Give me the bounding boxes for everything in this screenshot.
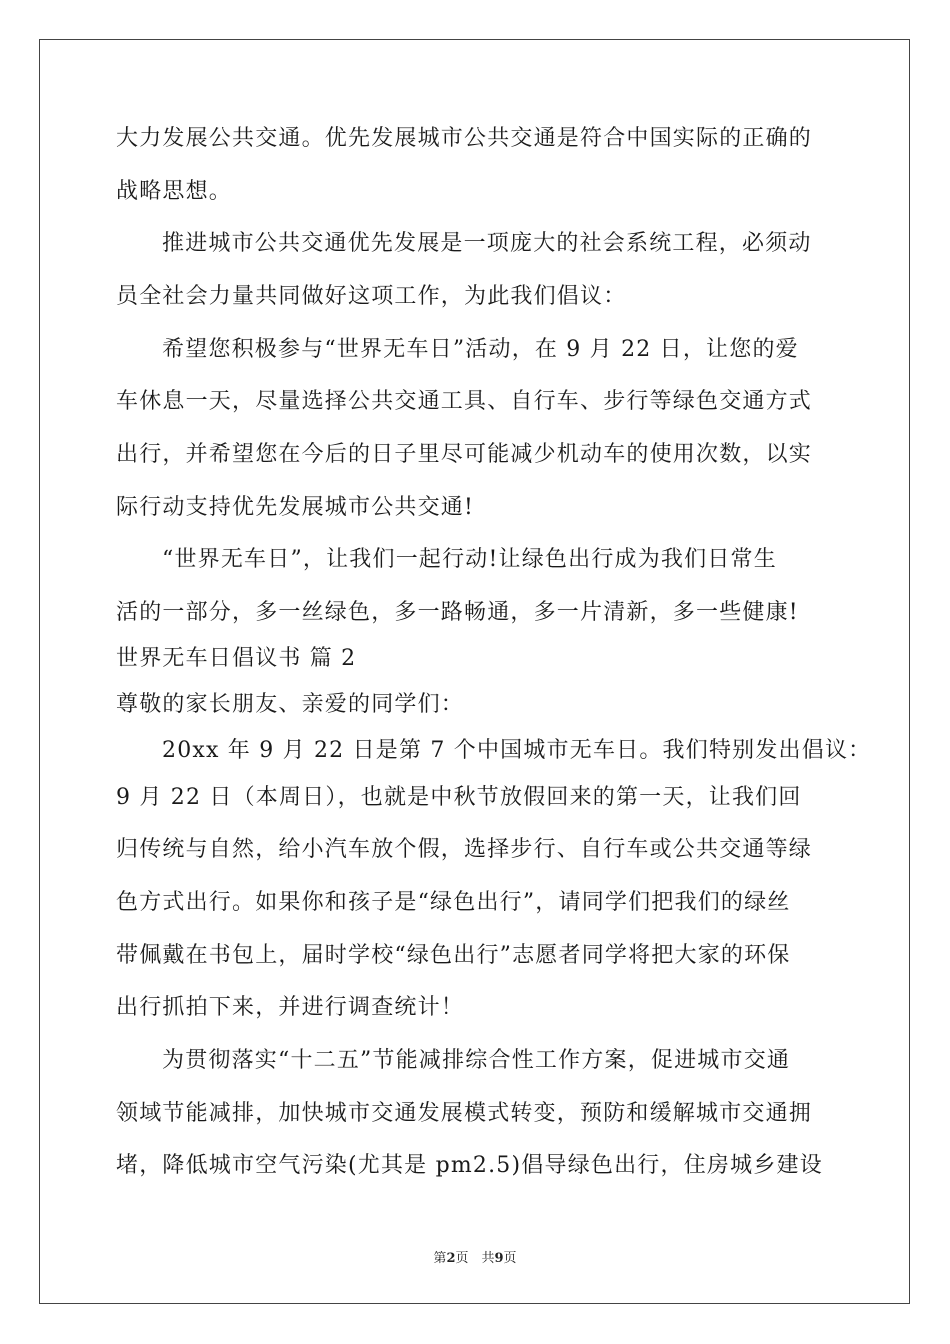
- paragraph-start-line: 为贯彻落实“十二五”节能减排综合性工作方案，促进城市交通: [162, 1048, 791, 1073]
- salutation: 尊敬的家长朋友、亲爱的同学们：: [116, 692, 465, 717]
- page-footer: [0, 1247, 950, 1266]
- text-line: 车休息一天，尽量选择公共交通工具、自行车、步行等绿色交通方式: [116, 389, 813, 414]
- paragraph-start-line: 希望您积极参与“世界无车日”活动，在 9 月 22 日，让您的爱: [162, 337, 799, 362]
- footer-total-pages: 9: [494, 1251, 504, 1266]
- paragraph-start-line: “世界无车日”，让我们一起行动!让绿色出行成为我们日常生: [162, 547, 777, 572]
- text-line: 员全社会力量共同做好这项工作，为此我们倡议：: [116, 284, 627, 309]
- footer-page-prefix: 第: [433, 1251, 447, 1266]
- footer-page-number: 2: [446, 1251, 456, 1266]
- text-line: 大力发展公共交通。优先发展城市公共交通是符合中国实际的正确的: [116, 126, 813, 151]
- text-line: 战略思想。: [116, 179, 233, 204]
- text-line: 堵，降低城市空气污染(尤其是 pm2.5)倡导绿色出行，住房城乡建设: [116, 1153, 823, 1178]
- footer-page-suffix: 页: [503, 1251, 517, 1266]
- text-line: 带佩戴在书包上，届时学校“绿色出行”志愿者同学将把大家的环保: [116, 943, 791, 968]
- text-line: 色方式出行。如果你和孩子是“绿色出行”，请同学们把我们的绿丝: [116, 890, 791, 915]
- text-line: 9 月 22 日（本周日），也就是中秋节放假回来的第一天，让我们回: [116, 785, 802, 810]
- text-line: 归传统与自然，给小汽车放个假，选择步行、自行车或公共交通等绿: [116, 837, 813, 862]
- paragraph-start-line: 20xx 年 9 月 22 日是第 7 个中国城市无车日。我们特别发出倡议：: [162, 738, 872, 763]
- section-heading: 世界无车日倡议书 篇 2: [116, 646, 357, 671]
- text-line: 出行，并希望您在今后的日子里尽可能减少机动车的使用次数，以实: [116, 442, 813, 467]
- text-line: 活的一部分，多一丝绿色，多一路畅通，多一片清新，多一些健康!: [116, 600, 799, 625]
- footer-page-mid: 页 共: [455, 1251, 495, 1266]
- paragraph-start-line: 推进城市公共交通优先发展是一项庞大的社会系统工程，必须动: [162, 231, 812, 256]
- text-line: 领域节能减排，加快城市交通发展模式转变，预防和缓解城市交通拥: [116, 1101, 813, 1126]
- text-line: 出行抓拍下来，并进行调查统计！: [116, 995, 465, 1020]
- text-line: 际行动支持优先发展城市公共交通!: [116, 495, 475, 520]
